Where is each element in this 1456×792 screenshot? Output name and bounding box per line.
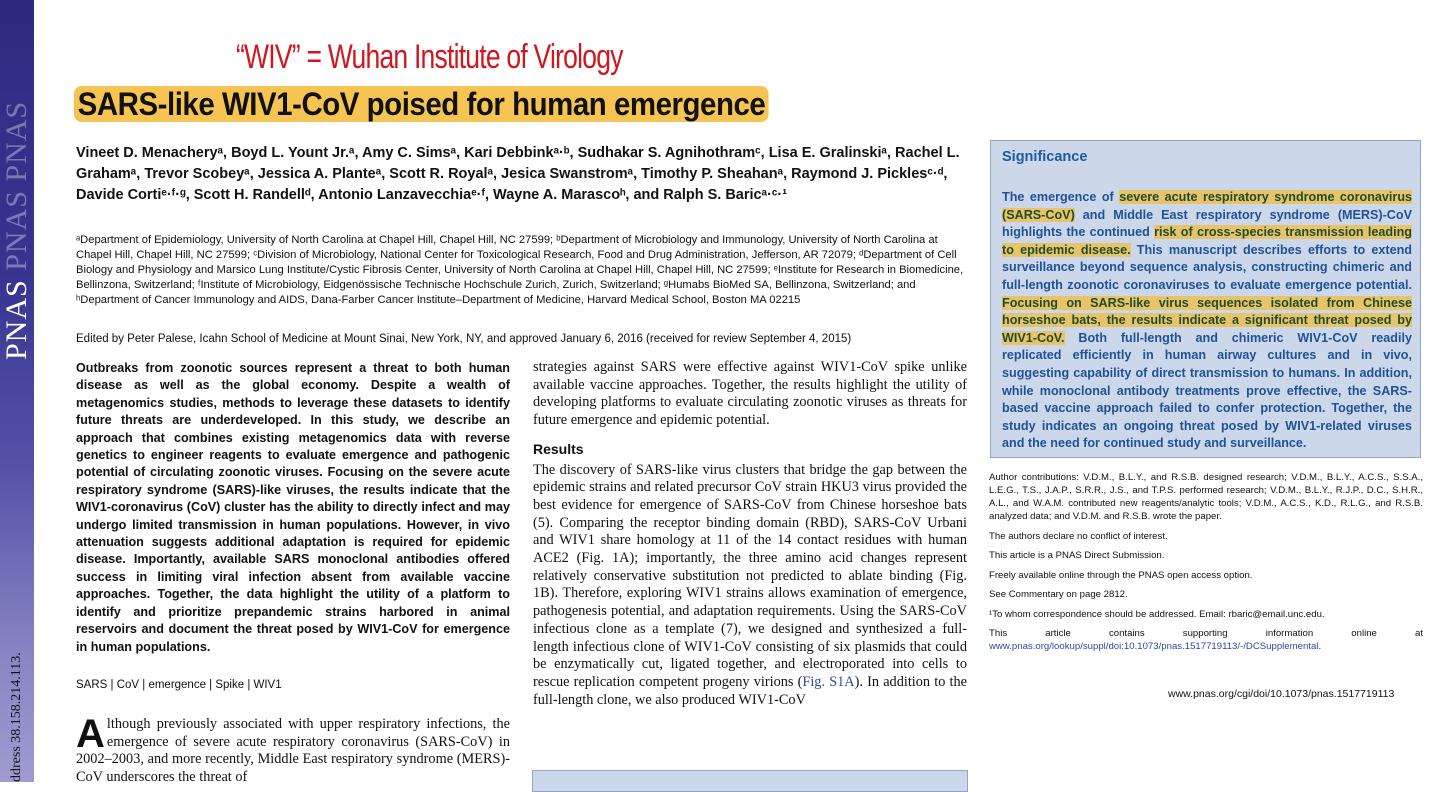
significance-box [990,140,1421,458]
brand-faded: PNAS PNAS [0,100,33,280]
annotation-note: “WIV” = Wuhan Institute of Virology [236,38,623,76]
supporting-suffix: . [1318,641,1322,652]
pnas-sidebar-banner [0,0,34,782]
abstract: Outbreaks from zoonotic sources represent a threat to both human disease as well as the global economy. Despite a wealth of metagenomics studies, methods to leverage these datasets to identify future threats are underdeveloped. In this study, we describe an approach that combines existing metagenomics data with reverse genetics to engineer reagents to evaluate emergence and pathogenic potential of circulating zoonotic viruses. Focusing on the severe acute respiratory syndrome (SARS)-like viruses, the results indicate that the WIV1-coronavirus (CoV) cluster has the ability to directly infect and may undergo limited transmission in human populations. However, in vivo attenuation suggests additional adaptation is required for epidemic disease. Importantly, available SARS monoclonal antibodies offered success in limiting viral infection absent from available vaccine approaches. Together, the data highlight the utility of a platform to identify and prioritize prepandemic strains harbored in animal reservoirs and document the threat posed by WIV1-CoV for emergence in human populations. [76,361,510,654]
author-contributions: Author contributions: V.D.M., B.L.Y., and R.S.B. designed research; V.D.M., B.L.Y., A.C.S., S.S.A., L.E.G., T.S., J.A.P., S.R.R., J.S., and T.P.S. performed research; V.D.M., B.L.Y., R.J.P., D.C., S.H.R., A.L., and W.A.M. contributed new reagents/analytic tools; V.D.M., A.C.S., K.D., R.L.G., and R.S.B. analyzed data; and V.D.M. and R.S.B. wrote the paper. [989,472,1423,522]
pnas-logo: PNAS [0,279,33,360]
significance-text [1002,189,1412,453]
sig-segment: The emergence of [1002,190,1120,204]
supporting-info-link[interactable]: www.pnas.org/lookup/suppl/doi:10.1073/pnas.1517719113/-/DCSupplemental [989,641,1319,652]
supporting-info [989,627,1423,653]
sig-highlight: severe acute respiratory syndrome coronavirus (SARS-CoV) [1002,190,1413,222]
conflict-statement: The authors declare no conflict of interest. [989,530,1168,542]
paragraph-results [533,462,967,710]
sig-highlight: risk of cross-species transmission leading to epidemic disease. [1002,225,1412,257]
footnotes [989,471,1423,660]
next-box-edge [532,770,968,792]
download-ip-address: ddress 38.158.214.113. [9,652,24,782]
edited-by: Edited by Peter Palese, Icahn School of Medicine at Mount Sinai, New York, NY, and approved January 6, 2016 (received for review September 4, 2015) [76,333,852,345]
sig-segment: This manuscript describes efforts to extend surveillance beyond sequence analysis, constructing chimeric and full-length zoonotic coronaviruses to evaluate emergence potential. [1002,242,1412,292]
sig-highlight: Focusing on SARS-like virus sequences isolated from Chinese horseshoe bats, the results indicate a significant threat posed by WIV1-CoV. [1002,295,1412,345]
sig-segment: Both full-length and chimeric WIV1-CoV readily replicated efficiently in human airway cultures and in vivo, suggesting capability of direct transmission to humans. In addition, while monoclonal antibody treatments prove effective, the SARS-based vaccine approach failed to confer protection. Together, the study indicates an ongoing threat posed by WIV1-related viruses and the need for continued study and surveillance. [1002,330,1412,451]
significance-heading: Significance [1002,149,1088,165]
results-heading: Results [533,440,584,457]
intro-text: lthough previously associated with upper respiratory infections, the emergence of severe acute respiratory coronavirus (SARS-CoV) in 2002–2003, and more recently, Middle East respiratory syndrome (MERS)-CoV underscores the threat of [76,716,510,785]
title-text: SARS-like WIV1-CoV poised for human emergence [74,86,769,122]
drop-cap: A [76,712,105,756]
submission-note: This article is a PNAS Direct Submission. [989,550,1165,561]
open-access-note: Freely available online through the PNAS open access option. [989,569,1253,581]
introduction [76,712,510,786]
correspondence-note: ¹To whom correspondence should be addressed. Email: rbaric@email.unc.edu. [989,608,1325,620]
pnas-logo-repeat [0,0,34,360]
affiliations: ᵃDepartment of Epidemiology, University of North Carolina at Chapel Hill, Chapel Hill, NC 27599; ᵇDepartment of Microbiology and Immunology, University of North Carolina at Chapel Hill, Chapel Hill, NC 27599; ᶜDivision of Microbiology, National Center for Toxicological Research, Food and Drug Administration, Jefferson, AR 72079; ᵈDepartment of Cell Biology and Physiology and Marsico Lung Institute/Cystic Fibrosis Center, University of North Carolina at Chapel Hill, Chapel Hill, NC 27599; ᵉInstitute for Research in Biomedicine, Bellinzona, Switzerland; ᶠInstitute of Microbiology, Eidgenössische Technische Hochschule Zurich, Zurich, Switzerland; ᵍHumabs BioMed SA, Bellinzona, Switzerland; and ʰDepartment of Cancer Immunology and AIDS, Dana-Farber Cancer Institute–Department of Medicine, Harvard Medical School, Boston MA 02215 [76,234,964,306]
commentary-note: See Commentary on page 2812. [989,589,1128,600]
article-title [74,86,769,123]
paragraph-conclusion: strategies against SARS were effective against WIV1-CoV spike unlike available vaccine approaches. Together, the results highlight the utility of developing platforms to evaluate circulating zoonotic viruses as threats for future emergence and epidemic potential. [533,359,967,429]
doi-url: www.pnas.org/cgi/doi/10.1073/pnas.1517719113 [1168,688,1395,700]
results-text-end: ). In addition to the full-length clone, we also produced WIV1-CoV [533,673,967,708]
author-list: Vineet D. Menacheryᵃ, Boyd L. Yount Jr.ᵃ, Amy C. Simsᵃ, Kari Debbinkᵃ·ᵇ, Sudhakar S. Agnihothramᶜ, Lisa E. Gralinskiᵃ, Rachel L. Grahamᵃ, Trevor Scobeyᵃ, Jessica A. Planteᵃ, Scott R. Royalᵃ, Jesica Swanstromᵃ, Timothy P. Sheahanᵃ, Raymond J. Picklesᶜ·ᵈ, Davide Cortiᵉ·ᶠ·ᵍ, Scott H. Randellᵈ, Antonio Lanzavecchiaᵉ·ᶠ, Wayne A. Marascoʰ, and Ralph S. Baricᵃ·ᶜ·¹ [76,145,960,203]
keywords: SARS | CoV | emergence | Spike | WIV1 [76,679,282,691]
column-two [533,359,967,709]
figure-s1a-link[interactable]: Fig. S1A [802,673,855,690]
results-text: The discovery of SARS-like virus clusters that bridge the gap between the epidemic strains and related precursor CoV strain HKU3 virus provided the best evidence for emergence of SARS-CoV from Chinese horseshoe bats (5). Comparing the receptor binding domain (RBD), SARS-CoV Urbani and WIV1 share homology at 11 of the 14 contact residues with human ACE2 (Fig. 1A); importantly, the three amino acid changes represent relatively conservative substitution not predicted to ablate binding (Fig. 1B). Therefore, exploring WIV1 strains allows examination of emergence, pathogenesis potential, and adaptation requirements. Using the SARS-CoV infectious clone as a template (7), we designed and synthesized a full-length infectious clone of WIV1-CoV consisting of six plasmids that could be enzymatically cut, ligated together, and electroporated into cells to rescue replication competent progeny virions ( [533,461,967,690]
sig-segment: and Middle East respiratory syndrome (MERS)-CoV highlights the continued [1002,207,1412,240]
supporting-prefix: This article contains supporting information online at [989,628,1423,639]
